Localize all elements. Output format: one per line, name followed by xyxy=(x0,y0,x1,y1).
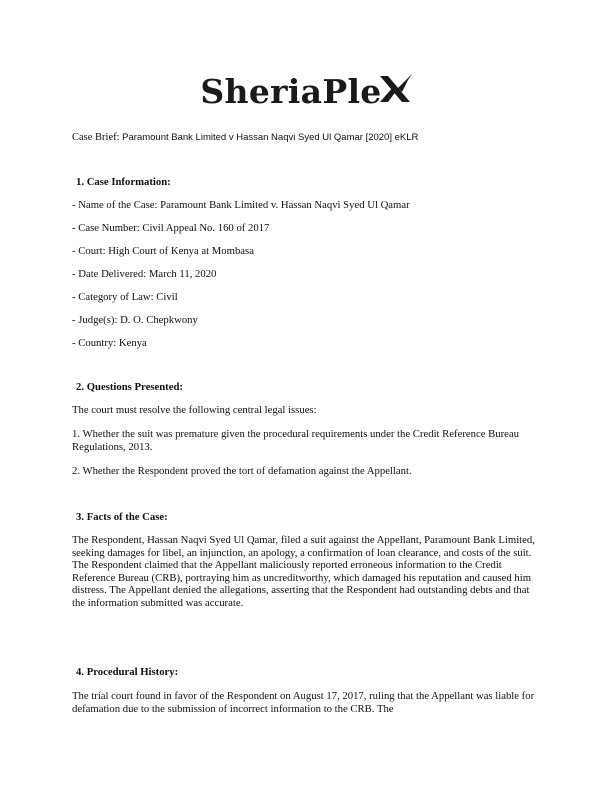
case-info-item xyxy=(72,245,542,258)
question-1 xyxy=(72,428,542,453)
facts-paragraph xyxy=(72,534,542,610)
section-questions-presented xyxy=(72,381,542,394)
question-1-text: 1. Whether the suit was premature given the procedural requirements under the Credit Reference Bureau Regulations, 2013. xyxy=(72,428,520,453)
case-brief-line xyxy=(72,132,418,143)
judges: - Judge(s): D. O. Chepkwony xyxy=(72,314,198,326)
section-heading: 4. Procedural History: xyxy=(76,666,179,678)
question-2-text: 2. Whether the Respondent proved the tort of defamation against the Appellant. xyxy=(72,465,412,477)
section-heading: 2. Questions Presented: xyxy=(76,381,183,393)
case-info-item xyxy=(72,337,542,350)
case-brief-label: Case Brief: xyxy=(72,132,120,143)
case-number: - Case Number: Civil Appeal No. 160 of 2017 xyxy=(72,222,270,234)
procedural-paragraph xyxy=(72,690,542,715)
court: - Court: High Court of Kenya at Mombasa xyxy=(72,245,254,257)
questions-intro xyxy=(72,404,542,417)
section-case-information xyxy=(72,176,542,189)
section-procedural-history xyxy=(72,666,542,679)
question-2 xyxy=(72,465,542,478)
case-brief-title: Paramount Bank Limited v Hassan Naqvi Syed Ul Qamar [2020] eKLR xyxy=(122,132,419,143)
logo xyxy=(0,72,612,122)
facts-text: The Respondent, Hassan Naqvi Syed Ul Qamar, filed a suit against the Appellant, Paramount Bank Limited, seeking damages for libel, an injunction, an apology, a confirmation of loan clearance, and costs of the suit. The Respondent claimed that the Appellant maliciously reported erroneous information to the Credit Reference Bureau (CRB), portraying him as uncreditworthy, which damaged his reputation and caused him distress. The Appellant denied the allegations, asserting that the Respondent had outstanding debts and that the information submitted was accurate. xyxy=(72,534,535,609)
case-name: - Name of the Case: Paramount Bank Limited v. Hassan Naqvi Syed Ul Qamar xyxy=(72,199,410,211)
country: - Country: Kenya xyxy=(72,337,147,349)
case-info-item xyxy=(72,314,542,327)
section-facts xyxy=(72,511,542,524)
logo-x-mark xyxy=(378,74,412,109)
logo-text: SheriaPle xyxy=(200,72,382,111)
section-heading: 3. Facts of the Case: xyxy=(76,511,168,523)
category-of-law: - Category of Law: Civil xyxy=(72,291,178,303)
questions-intro-text: The court must resolve the following central legal issues: xyxy=(72,404,317,416)
case-info-item xyxy=(72,268,542,281)
procedural-text: The trial court found in favor of the Respondent on August 17, 2017, ruling that the Appellant was liable for defamation due to the submission of incorrect information to the CRB. The xyxy=(72,690,535,715)
date-delivered: - Date Delivered: March 11, 2020 xyxy=(72,268,217,280)
section-heading: 1. Case Information: xyxy=(76,176,171,188)
case-info-item xyxy=(72,291,542,304)
case-info-item xyxy=(72,199,542,212)
case-info-item xyxy=(72,222,542,235)
